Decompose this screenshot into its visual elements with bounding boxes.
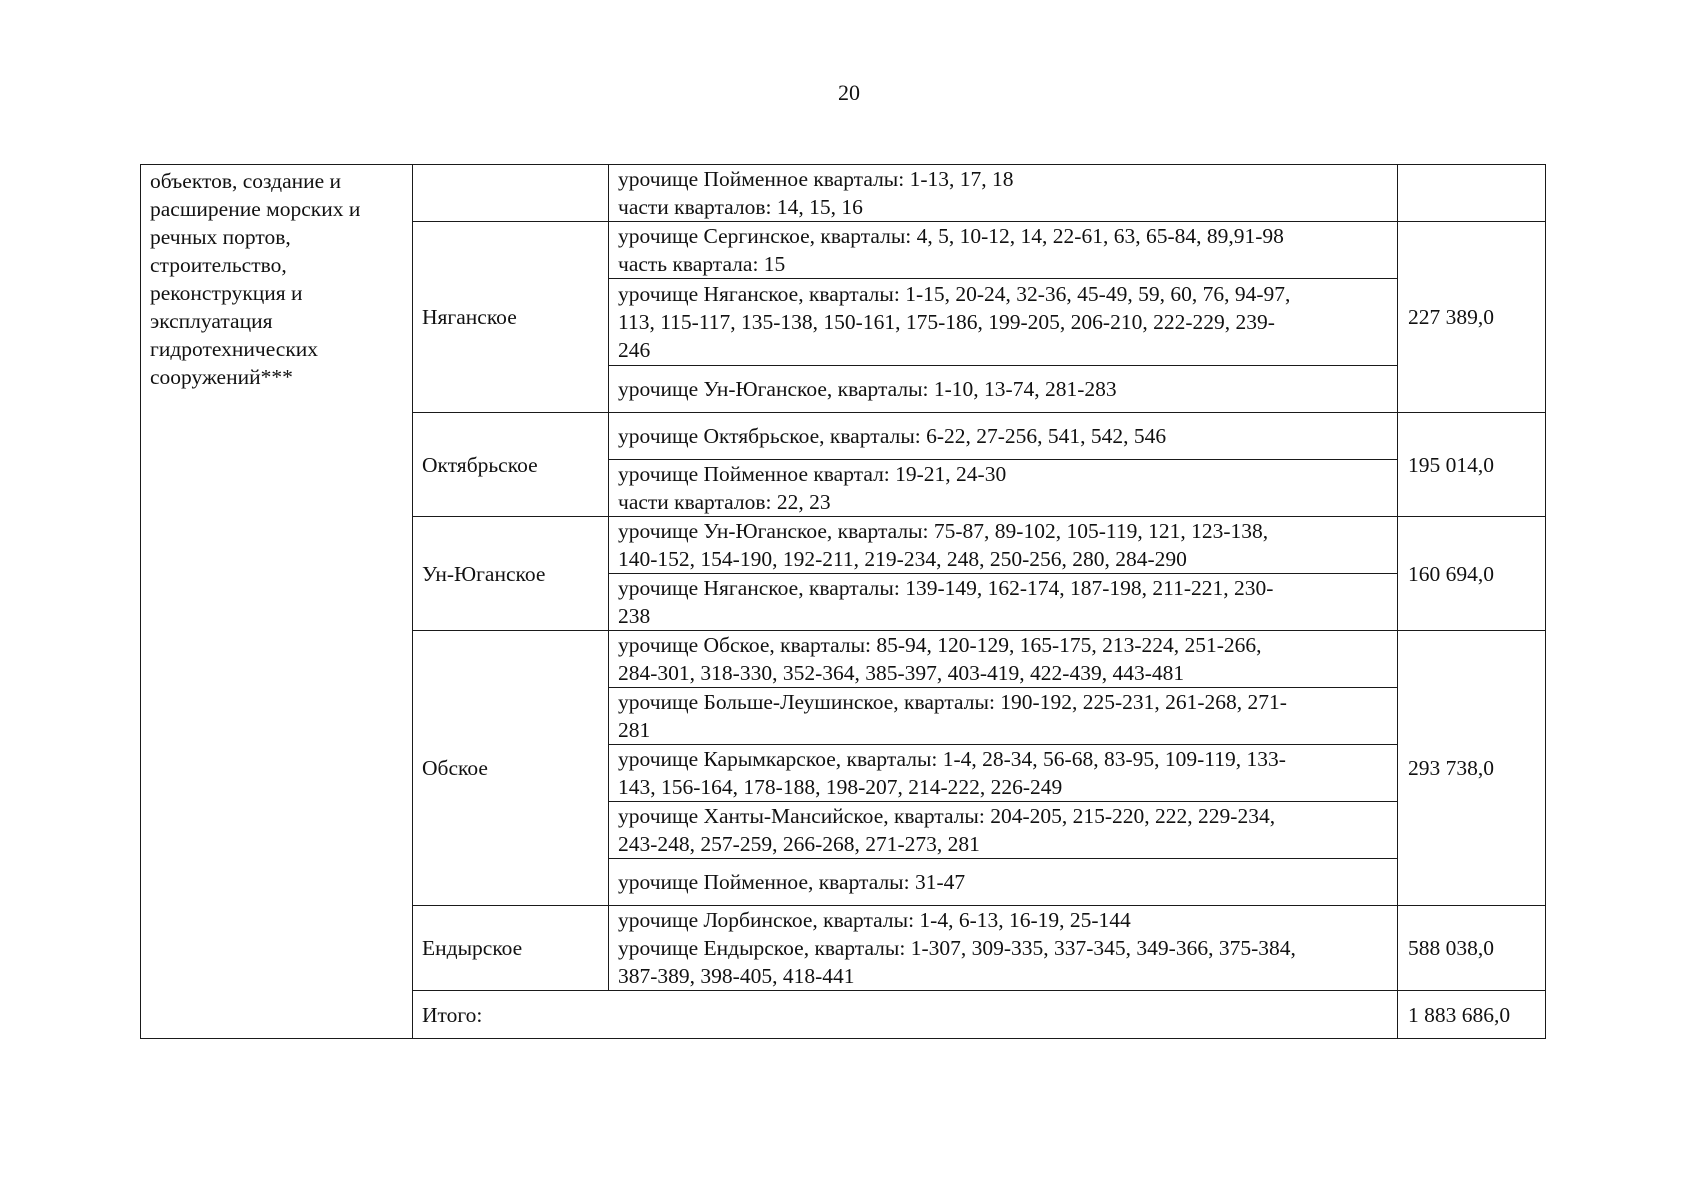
location-cell (609, 906, 1398, 991)
location-line: части кварталов: 14, 15, 16 (618, 195, 863, 219)
location-line: урочище Пойменное кварталы: 1-13, 17, 18 (618, 167, 1014, 191)
location-cell (609, 279, 1398, 366)
table-row-continuation (141, 165, 1546, 222)
district-endyr: Ендырское (413, 906, 609, 991)
district-unyugan: Ун-Юганское (413, 517, 609, 631)
location-line: урочище Няганское, кварталы: 1-15, 20-24, 32-36, 45-49, 59, 60, 76, 94-97, (618, 282, 1291, 306)
location-cell (609, 366, 1398, 413)
location-line: 113, 115-117, 135-138, 150-161, 175-186, 199-205, 206-210, 222-229, 239- (618, 310, 1275, 334)
area-nyagan: 227 389,0 (1398, 222, 1546, 413)
location-line: урочище Октябрьское, кварталы: 6-22, 27-256, 541, 542, 546 (618, 424, 1167, 448)
location-line: часть квартала: 15 (618, 252, 786, 276)
purpose-text: объектов, создание и расширение морских и речных портов, строительство, реконструкция и эксплуатация гидротехнических сооружений*** (150, 169, 361, 389)
location-cell (609, 222, 1398, 279)
total-area: 1 883 686,0 (1398, 991, 1546, 1039)
location-line: урочище Лорбинское, кварталы: 1-4, 6-13, 16-19, 25-144 (618, 908, 1131, 932)
district-cell-empty (413, 165, 609, 222)
area-obskoe: 293 738,0 (1398, 631, 1546, 906)
purpose-cell (141, 165, 413, 1039)
location-cell (609, 413, 1398, 460)
location-line: 143, 156-164, 178-188, 198-207, 214-222, 226-249 (618, 775, 1063, 799)
location-cell (609, 745, 1398, 802)
location-cell (609, 859, 1398, 906)
location-line: урочище Пойменное, кварталы: 31-47 (618, 870, 966, 894)
district-nyagan: Няганское (413, 222, 609, 413)
location-line: урочище Няганское, кварталы: 139-149, 162-174, 187-198, 211-221, 230- (618, 576, 1274, 600)
location-line: урочище Больше-Леушинское, кварталы: 190-192, 225-231, 261-268, 271- (618, 690, 1287, 714)
location-cell (609, 802, 1398, 859)
location-line: урочище Обское, кварталы: 85-94, 120-129, 165-175, 213-224, 251-266, (618, 633, 1262, 657)
total-label: Итого: (413, 991, 1398, 1039)
district-oktyabr: Октябрьское (413, 413, 609, 517)
location-line: 246 (618, 338, 651, 362)
location-line: урочище Сергинское, кварталы: 4, 5, 10-12, 14, 22-61, 63, 65-84, 89,91-98 (618, 224, 1284, 248)
location-line: урочище Ханты-Мансийское, кварталы: 204-205, 215-220, 222, 229-234, (618, 804, 1276, 828)
location-line: урочище Карымкарское, кварталы: 1-4, 28-34, 56-68, 83-95, 109-119, 133- (618, 747, 1286, 771)
area-unyugan: 160 694,0 (1398, 517, 1546, 631)
area-endyr: 588 038,0 (1398, 906, 1546, 991)
location-line: части кварталов: 22, 23 (618, 490, 831, 514)
area-oktyabr: 195 014,0 (1398, 413, 1546, 517)
location-line: 387-389, 398-405, 418-441 (618, 964, 855, 988)
location-cell (609, 631, 1398, 688)
location-line: 281 (618, 718, 651, 742)
forest-areas-table (140, 164, 1546, 1039)
location-line: урочище Ун-Юганское, кварталы: 1-10, 13-74, 281-283 (618, 377, 1117, 401)
location-cell (609, 574, 1398, 631)
area-cell-empty (1398, 165, 1546, 222)
district-obskoe: Обское (413, 631, 609, 906)
location-line: урочище Пойменное квартал: 19-21, 24-30 (618, 462, 1007, 486)
location-cell (609, 165, 1398, 222)
location-cell (609, 460, 1398, 517)
location-cell (609, 517, 1398, 574)
location-line: урочище Ендырское, кварталы: 1-307, 309-335, 337-345, 349-366, 375-384, (618, 936, 1296, 960)
location-line: 140-152, 154-190, 192-211, 219-234, 248, 250-256, 280, 284-290 (618, 547, 1187, 571)
location-line: урочище Ун-Юганское, кварталы: 75-87, 89-102, 105-119, 121, 123-138, (618, 519, 1269, 543)
location-line: 284-301, 318-330, 352-364, 385-397, 403-419, 422-439, 443-481 (618, 661, 1185, 685)
location-cell (609, 688, 1398, 745)
page-number: 20 (838, 80, 860, 105)
location-line: 238 (618, 604, 651, 628)
location-line: 243-248, 257-259, 266-268, 271-273, 281 (618, 832, 980, 856)
